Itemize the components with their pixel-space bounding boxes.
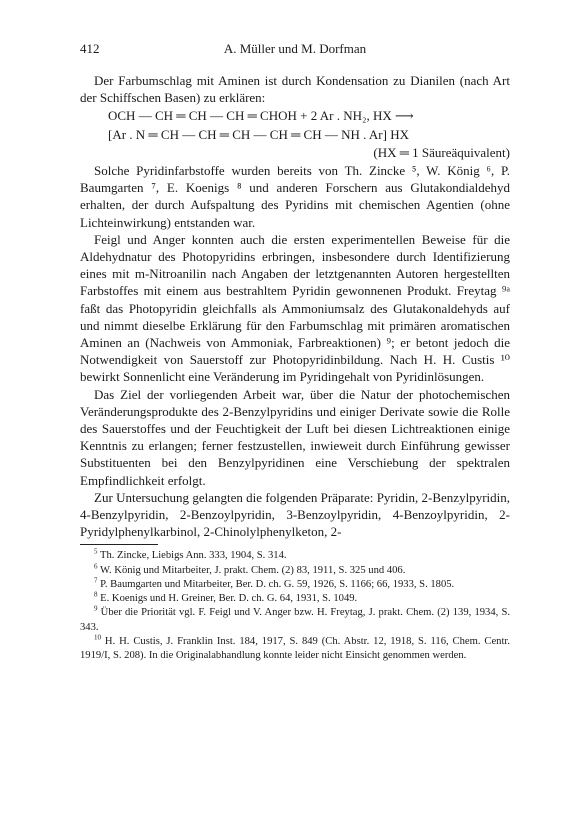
paragraph-2: Solche Pyridinfarbstoffe wurden bereits von Th. Zincke ⁵, W. König ⁶, P. Baumgarten ⁷, E. Koenigs ⁸ und anderen Forschern aus Glutakondialdehyd erhalten, der durch Aufspaltung des Pyridins mit chemischen Agentien (ohne Lichteinwirkung) entstanden war. bbox=[80, 163, 510, 230]
footnote-8: $^8$ E. Koenigs und H. Greiner, Ber. D. ch. G. 64, 1931, S. 1049. bbox=[94, 590, 358, 605]
formula-line-3: (HX ═ 1 Säureäquivalent) bbox=[373, 144, 510, 160]
footnote-9: $^9$ Über die Priorität vgl. F. Feigl und V. Anger bzw. H. Freytag, J. prakt. Chem. (2) 139, 1934, S. 343. bbox=[80, 604, 510, 633]
footnote-rule bbox=[80, 544, 158, 545]
document-page bbox=[80, 40, 510, 663]
footnote-7: $^7$ P. Baumgarten und Mitarbeiter, Ber. D. ch. G. 59, 1926, S. 1166; 66, 1933, S. 1805. bbox=[94, 576, 455, 590]
footnote-5: $^5$ Th. Zincke, Liebigs Ann. 333, 1904, S. 314. bbox=[94, 547, 287, 562]
paragraph-4: Das Ziel der vorliegenden Arbeit war, über die Natur der photochemischen Veränderungsprodukte des 2-Benzylpyridins und einiger Derivate sowie die Rolle des Sauerstoffes und der Feuchtigkeit der Luft bei diesen Lichtreaktionen einige Kenntnis zu erlangen; ferner festzustellen, inwieweit durch Einführung gewisser Substituenten bei den Benzylpyridinen eine Verschiebung der spektralen Empfindlichkeit erfolgt. bbox=[80, 386, 510, 488]
page-header bbox=[80, 40, 510, 58]
footnotes bbox=[80, 549, 510, 663]
page-number: 412 bbox=[80, 41, 100, 56]
paragraph-3: Feigl und Anger konnten auch die ersten experimentellen Beweise für die Aldehydnatur des Photopyridins erbringen, insbesondere durch Identifizierung eines mit m-Nitroanilin nach Angaben der letztgenannten Autoren hergestellten Farbstoffes mit einem aus bestrahltem Pyridin gewonnenen Produkt. Freytag ⁹ᵃ faßt das Photopyridin gleichfalls als Ammoniumsalz des Glutakonaldehyds auf und nimmt dieselbe Erklärung für den Farbumschlag mit primären aromatischen Aminen an (Nachweis von Ammoniak, Farbreaktionen) ⁹; er betont jedoch die Notwendigkeit von Sauerstoff zur Photopyridinbildung. Nach H. H. Custis ¹⁰ bewirkt Sonnenlicht eine Veränderung im Pyridingehalt von Pyridinlösungen. bbox=[80, 231, 510, 385]
paragraph-5: Zur Untersuchung gelangten die folgenden Präparate: Pyridin, 2-Benzylpyridin, 4-Benzylpyridin, 2-Benzoylpyridin, 3-Benzoylpyridin, 4-Benzoylpyridin, 2-Pyridylphenylkarbinol, 2-Chinolylphenylketon, 2- bbox=[80, 489, 510, 540]
footnote-10: $^{10}$ H. H. Custis, J. Franklin Inst. 184, 1917, S. 849 (Ch. Abstr. 12, 1918, S. 116, Chem. Centr. 1919/I, S. 208). In die Originalabhandlung konnte leider nicht Einsicht genommen werden. bbox=[80, 633, 511, 661]
footnote-6: $^6$ W. König und Mitarbeiter, J. prakt. Chem. (2) 83, 1911, S. 325 und 406. bbox=[94, 562, 406, 576]
running-title: A. Müller und M. Dorfman bbox=[223, 41, 367, 56]
formula-line-1: OCH — CH ═ CH — CH ═ CHOH + 2 Ar . NH₂, HX ⟶ bbox=[108, 108, 414, 124]
formula-line-2: [Ar . N ═ CH — CH ═ CH — CH ═ CH — NH . Ar] HX bbox=[108, 126, 409, 142]
paragraph-1: Der Farbumschlag mit Aminen ist durch Kondensation zu Dianilen (nach Art der Schiffschen Basen) zu erklären: bbox=[80, 73, 510, 106]
